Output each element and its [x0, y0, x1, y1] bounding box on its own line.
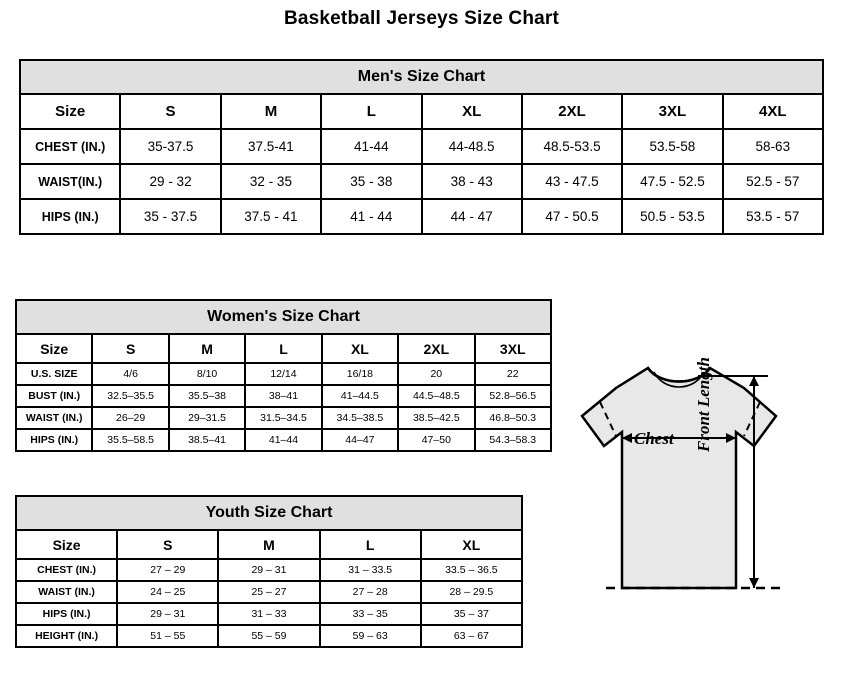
row-label: U.S. SIZE	[16, 363, 92, 385]
table-header-row	[16, 496, 522, 530]
table-cell: 47–50	[398, 429, 474, 451]
table-cell: 34.5–38.5	[322, 407, 398, 429]
table-row	[16, 363, 551, 385]
column-header: 3XL	[475, 334, 551, 363]
table-cell: 55 – 59	[218, 625, 319, 647]
table-cell: 59 – 63	[320, 625, 421, 647]
table-cell: 32 - 35	[221, 164, 321, 199]
table-cell: 35 – 37	[421, 603, 522, 625]
table-cell: 47.5 - 52.5	[622, 164, 722, 199]
table-row	[20, 129, 823, 164]
row-label: HIPS (IN.)	[20, 199, 120, 234]
column-header: L	[245, 334, 321, 363]
table-cell: 37.5 - 41	[221, 199, 321, 234]
column-header: M	[221, 94, 321, 129]
jersey-illustration-svg	[548, 352, 833, 662]
table-row	[16, 385, 551, 407]
table-cell: 44 - 47	[422, 199, 522, 234]
table-cell: 27 – 29	[117, 559, 218, 581]
table-cell: 53.5-58	[622, 129, 722, 164]
table-row	[16, 407, 551, 429]
column-header: Size	[16, 334, 92, 363]
table-cell: 58-63	[723, 129, 823, 164]
table-cell: 8/10	[169, 363, 245, 385]
table-cell: 52.5 - 57	[723, 164, 823, 199]
table-cell: 35-37.5	[120, 129, 220, 164]
table-cell: 33 – 35	[320, 603, 421, 625]
column-header: 4XL	[723, 94, 823, 129]
row-label: HIPS (IN.)	[16, 429, 92, 451]
table-cell: 32.5–35.5	[92, 385, 168, 407]
table-row	[16, 581, 522, 603]
table-cell: 44-48.5	[422, 129, 522, 164]
table-cell: 29 – 31	[218, 559, 319, 581]
column-header: Size	[16, 530, 117, 559]
table-cell: 25 – 27	[218, 581, 319, 603]
womens-chart-heading: Women's Size Chart	[16, 300, 551, 334]
page-title: Basketball Jerseys Size Chart	[283, 8, 560, 29]
table-cell: 44–47	[322, 429, 398, 451]
row-label: HIPS (IN.)	[16, 603, 117, 625]
table-cell: 48.5-53.5	[522, 129, 622, 164]
table-row	[16, 603, 522, 625]
table-column-header-row	[16, 530, 522, 559]
table-cell: 16/18	[322, 363, 398, 385]
table-column-header-row	[16, 334, 551, 363]
column-header: 3XL	[622, 94, 722, 129]
column-header: S	[117, 530, 218, 559]
row-label: WAIST (IN.)	[16, 581, 117, 603]
table-header-row	[16, 300, 551, 334]
table-cell: 20	[398, 363, 474, 385]
column-header: XL	[322, 334, 398, 363]
table-cell: 31 – 33	[218, 603, 319, 625]
youth-size-chart-table	[15, 495, 523, 648]
table-row	[16, 559, 522, 581]
column-header: Size	[20, 94, 120, 129]
table-row	[20, 164, 823, 199]
column-header: S	[92, 334, 168, 363]
table-cell: 41-44	[321, 129, 421, 164]
table-cell: 52.8–56.5	[475, 385, 551, 407]
row-label: CHEST (IN.)	[16, 559, 117, 581]
front-length-arrow-top	[749, 376, 759, 386]
column-header: XL	[422, 94, 522, 129]
table-row	[16, 625, 522, 647]
table-row	[16, 429, 551, 451]
row-label: CHEST (IN.)	[20, 129, 120, 164]
womens-size-chart-table	[15, 299, 552, 452]
jersey-body-shape	[582, 368, 776, 588]
column-header: L	[320, 530, 421, 559]
column-header: L	[321, 94, 421, 129]
table-cell: 46.8–50.3	[475, 407, 551, 429]
table-cell: 38.5–42.5	[398, 407, 474, 429]
table-cell: 12/14	[245, 363, 321, 385]
column-header: XL	[421, 530, 522, 559]
table-cell: 31 – 33.5	[320, 559, 421, 581]
table-cell: 50.5 - 53.5	[622, 199, 722, 234]
table-row	[20, 199, 823, 234]
table-cell: 35 - 38	[321, 164, 421, 199]
row-label: WAIST (IN.)	[16, 407, 92, 429]
front-length-label: Front Length	[694, 357, 713, 452]
table-cell: 51 – 55	[117, 625, 218, 647]
table-cell: 53.5 - 57	[723, 199, 823, 234]
table-header-row	[20, 60, 823, 94]
table-cell: 35.5–38	[169, 385, 245, 407]
table-cell: 44.5–48.5	[398, 385, 474, 407]
column-header: M	[169, 334, 245, 363]
column-header: 2XL	[398, 334, 474, 363]
column-header: S	[120, 94, 220, 129]
table-cell: 29 - 32	[120, 164, 220, 199]
table-cell: 4/6	[92, 363, 168, 385]
table-cell: 29 – 31	[117, 603, 218, 625]
chest-label: Chest	[634, 429, 674, 448]
table-cell: 22	[475, 363, 551, 385]
table-cell: 26–29	[92, 407, 168, 429]
table-cell: 28 – 29.5	[421, 581, 522, 603]
column-header: M	[218, 530, 319, 559]
mens-chart-heading: Men's Size Chart	[20, 60, 823, 94]
table-cell: 35.5–58.5	[92, 429, 168, 451]
row-label: WAIST(IN.)	[20, 164, 120, 199]
table-cell: 27 – 28	[320, 581, 421, 603]
table-cell: 41 - 44	[321, 199, 421, 234]
table-cell: 31.5–34.5	[245, 407, 321, 429]
table-cell: 38–41	[245, 385, 321, 407]
table-cell: 29–31.5	[169, 407, 245, 429]
table-cell: 33.5 – 36.5	[421, 559, 522, 581]
jersey-measurement-diagram	[548, 352, 833, 662]
mens-size-chart-table	[19, 59, 824, 235]
table-cell: 47 - 50.5	[522, 199, 622, 234]
front-length-arrow-bottom	[749, 578, 759, 588]
row-label: BUST (IN.)	[16, 385, 92, 407]
table-column-header-row	[20, 94, 823, 129]
table-cell: 37.5-41	[221, 129, 321, 164]
table-cell: 38.5–41	[169, 429, 245, 451]
column-header: 2XL	[522, 94, 622, 129]
table-cell: 54.3–58.3	[475, 429, 551, 451]
table-cell: 41–44.5	[322, 385, 398, 407]
table-cell: 35 - 37.5	[120, 199, 220, 234]
table-cell: 38 - 43	[422, 164, 522, 199]
youth-chart-heading: Youth Size Chart	[16, 496, 522, 530]
row-label: HEIGHT (IN.)	[16, 625, 117, 647]
table-cell: 63 – 67	[421, 625, 522, 647]
table-cell: 43 - 47.5	[522, 164, 622, 199]
table-cell: 24 – 25	[117, 581, 218, 603]
table-cell: 41–44	[245, 429, 321, 451]
